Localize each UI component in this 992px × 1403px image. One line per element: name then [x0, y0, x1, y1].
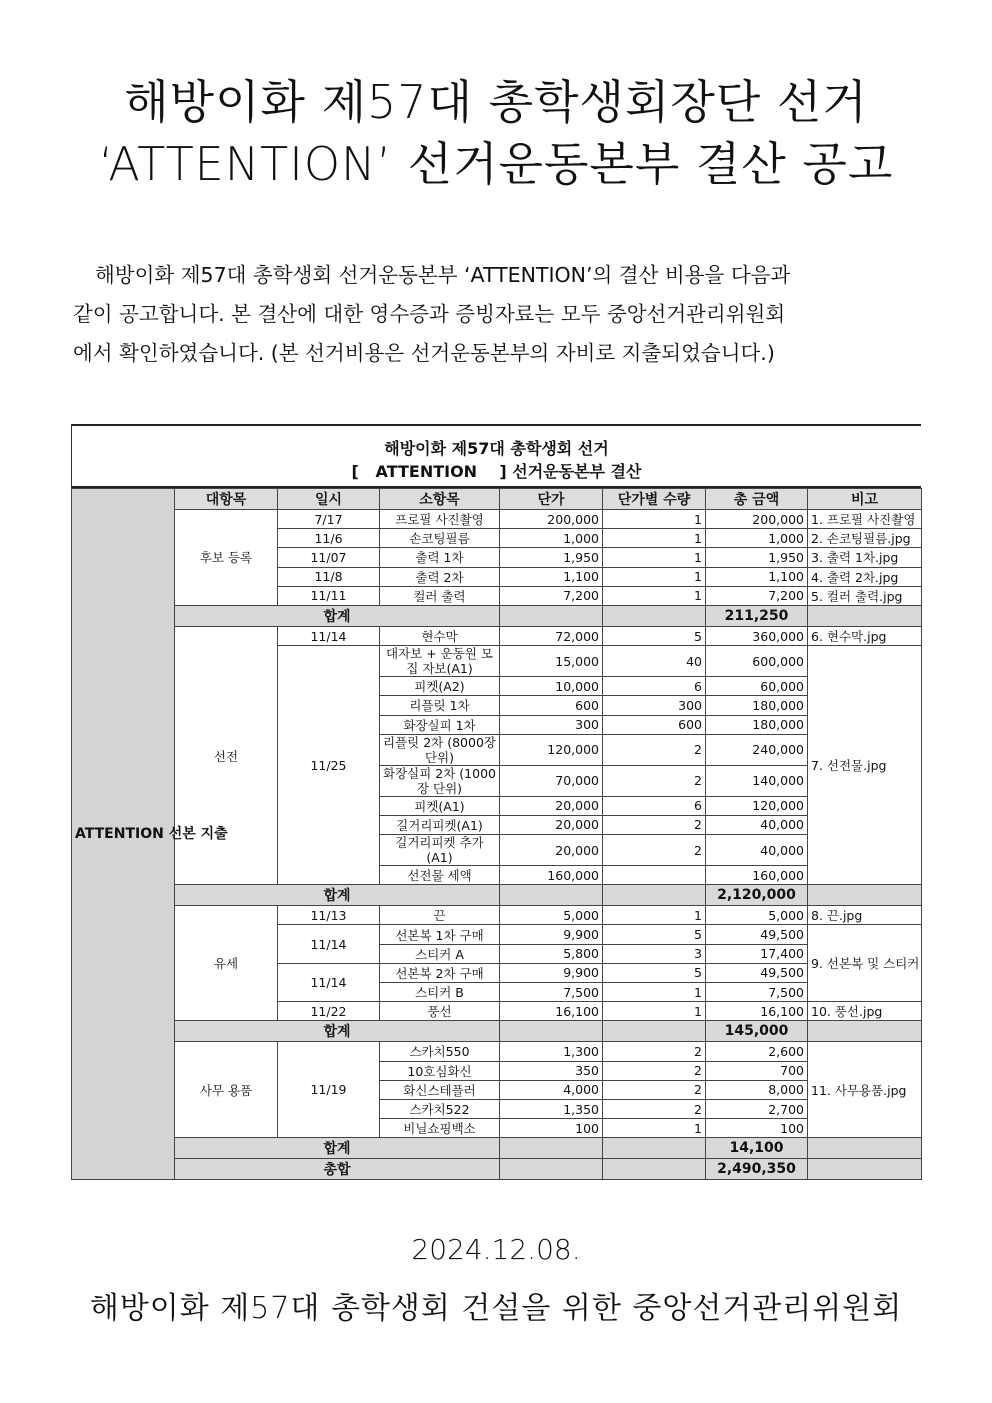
unit-price-cell: 15,000 — [500, 646, 603, 677]
item-cell: 길거리피켓(A1) — [380, 815, 500, 834]
intro-line: 에서 확인하였습니다. (본 선거비용은 선거운동본부의 자비로 지출되었습니다.) — [73, 341, 775, 365]
amount-cell: 160,000 — [706, 866, 808, 885]
unit-price-cell: 72,000 — [500, 626, 603, 645]
unit-price-cell: 70,000 — [500, 765, 603, 796]
item-cell: 선본복 2차 구매 — [380, 963, 500, 982]
date-cell: 11/25 — [278, 646, 380, 885]
unit-price-cell: 1,950 — [500, 548, 603, 567]
quantity-cell: 1 — [603, 586, 706, 605]
table-row — [72, 1042, 922, 1061]
category-cell: 선전 — [175, 626, 278, 884]
notice-date: 2024.12.08. — [411, 1233, 581, 1266]
unit-price-cell: 9,900 — [500, 925, 603, 944]
item-cell: 프로필 사진촬영 — [380, 510, 500, 529]
amount-cell: 2,700 — [706, 1099, 808, 1118]
unit-price-cell: 9,900 — [500, 963, 603, 982]
unit-price-cell: 7,200 — [500, 586, 603, 605]
quantity-cell: 1 — [603, 983, 706, 1002]
quantity-cell — [603, 866, 706, 885]
subtotal-label: 합계 — [175, 1138, 500, 1159]
quantity-cell: 1 — [603, 1002, 706, 1021]
quantity-cell: 1 — [603, 906, 706, 925]
item-cell: 길거리피켓 추가 (A1) — [380, 835, 500, 866]
date-cell: 11/14 — [278, 626, 380, 645]
intro-line: 해방이화 제57대 총학생회 선거운동본부 ‘ATTENTION’의 결산 비용을 다음과 — [95, 263, 791, 287]
amount-cell: 1,000 — [706, 529, 808, 548]
unit-price-cell: 100 — [500, 1119, 603, 1138]
quantity-cell: 5 — [603, 925, 706, 944]
quantity-cell: 2 — [603, 835, 706, 866]
column-header: 일시 — [278, 489, 380, 510]
spreadsheet-heading-line2: [ ATTENTION ] 선거운동본부 결산 — [351, 462, 642, 481]
column-header: 소항목 — [380, 489, 500, 510]
item-cell: 리플릿 2차 (8000장 단위) — [380, 734, 500, 765]
note-cell: 10. 풍선.jpg — [808, 1002, 922, 1021]
unit-price-cell: 20,000 — [500, 835, 603, 866]
amount-cell: 60,000 — [706, 677, 808, 696]
quantity-cell: 2 — [603, 734, 706, 765]
subtotal-label: 합계 — [175, 885, 500, 906]
item-cell: 선전물 세액 — [380, 866, 500, 885]
unit-price-cell: 20,000 — [500, 815, 603, 834]
amount-cell: 49,500 — [706, 925, 808, 944]
amount-cell: 17,400 — [706, 944, 808, 963]
item-cell: 출력 1차 — [380, 548, 500, 567]
column-header: 총 금액 — [706, 489, 808, 510]
unit-price-cell: 160,000 — [500, 866, 603, 885]
note-cell: 9. 선본복 및 스티커 — [808, 925, 922, 1002]
item-cell: 10호심화신 — [380, 1061, 500, 1080]
grand-total-amount: 2,490,350 — [706, 1159, 808, 1180]
category-cell: 후보 등록 — [175, 510, 278, 606]
amount-cell: 40,000 — [706, 815, 808, 834]
date-cell: 11/14 — [278, 963, 380, 1001]
date-cell: 11/11 — [278, 586, 380, 605]
date-cell: 11/22 — [278, 1002, 380, 1021]
unit-price-cell: 1,000 — [500, 529, 603, 548]
unit-price-cell: 200,000 — [500, 510, 603, 529]
spreadsheet-heading — [71, 424, 921, 488]
unit-price-cell: 5,000 — [500, 906, 603, 925]
unit-price-cell: 300 — [500, 715, 603, 734]
note-cell: 2. 손코팅필름.jpg — [808, 529, 922, 548]
amount-cell: 100 — [706, 1119, 808, 1138]
item-cell: 선본복 1차 구매 — [380, 925, 500, 944]
intro-paragraph — [73, 256, 919, 373]
quantity-cell: 2 — [603, 1099, 706, 1118]
amount-cell: 16,100 — [706, 1002, 808, 1021]
notice-title-line1: 해방이화 제57대 총학생회장단 선거 — [124, 75, 868, 129]
item-cell: 스카치550 — [380, 1042, 500, 1061]
quantity-cell: 2 — [603, 1061, 706, 1080]
note-cell: 6. 현수막.jpg — [808, 626, 922, 645]
table-row — [72, 510, 922, 529]
item-cell: 스카치522 — [380, 1099, 500, 1118]
table-row — [72, 906, 922, 925]
note-cell: 1. 프로필 사진촬영 — [808, 510, 922, 529]
quantity-cell: 2 — [603, 765, 706, 796]
quantity-cell: 3 — [603, 944, 706, 963]
amount-cell: 180,000 — [706, 696, 808, 715]
unit-price-cell: 1,300 — [500, 1042, 603, 1061]
item-cell: 화장실피 1차 — [380, 715, 500, 734]
item-cell: 스티커 A — [380, 944, 500, 963]
unit-price-cell: 7,500 — [500, 983, 603, 1002]
unit-price-cell: 5,800 — [500, 944, 603, 963]
note-cell: 4. 출력 2차.jpg — [808, 567, 922, 586]
item-cell: 피켓(A1) — [380, 796, 500, 815]
item-cell: 화신스테플러 — [380, 1080, 500, 1099]
quantity-cell: 40 — [603, 646, 706, 677]
issuing-organization: 해방이화 제57대 총학생회 건설을 위한 중앙선거관리위원회 — [89, 1291, 903, 1326]
amount-cell: 1,100 — [706, 567, 808, 586]
category-cell: 사무 용품 — [175, 1042, 278, 1138]
column-header: 대항목 — [175, 489, 278, 510]
subtotal-row — [72, 1138, 922, 1159]
amount-cell: 7,200 — [706, 586, 808, 605]
note-cell: 5. 컬러 출력.jpg — [808, 586, 922, 605]
expense-table — [71, 488, 922, 1180]
amount-cell: 180,000 — [706, 715, 808, 734]
quantity-cell: 1 — [603, 567, 706, 586]
grand-total-label: 총합 — [175, 1159, 500, 1180]
amount-cell: 8,000 — [706, 1080, 808, 1099]
spreadsheet-heading-line1: 해방이화 제57대 총학생회 선거 — [384, 439, 609, 458]
note-cell: 7. 선전물.jpg — [808, 646, 922, 885]
side-label: ATTENTION 선본 지출 — [72, 489, 175, 1180]
quantity-cell: 1 — [603, 1119, 706, 1138]
unit-price-cell: 350 — [500, 1061, 603, 1080]
column-header: 단가별 수량 — [603, 489, 706, 510]
date-cell: 11/19 — [278, 1042, 380, 1138]
amount-cell: 1,950 — [706, 548, 808, 567]
quantity-cell: 5 — [603, 626, 706, 645]
unit-price-cell: 1,100 — [500, 567, 603, 586]
unit-price-cell: 16,100 — [500, 1002, 603, 1021]
amount-cell: 240,000 — [706, 734, 808, 765]
note-cell: 8. 끈.jpg — [808, 906, 922, 925]
subtotal-label: 합계 — [175, 605, 500, 626]
item-cell: 손코팅필름 — [380, 529, 500, 548]
table-row — [72, 626, 922, 645]
amount-cell: 40,000 — [706, 835, 808, 866]
grand-total-row — [72, 1159, 922, 1180]
date-cell: 7/17 — [278, 510, 380, 529]
date-cell: 11/14 — [278, 925, 380, 963]
item-cell: 현수막 — [380, 626, 500, 645]
quantity-cell: 5 — [603, 963, 706, 982]
table-header-row — [72, 489, 922, 510]
subtotal-row — [72, 1021, 922, 1042]
note-cell: 11. 사무용품.jpg — [808, 1042, 922, 1138]
quantity-cell: 2 — [603, 815, 706, 834]
notice-title-line2: ‘ATTENTION’ 선거운동본부 결산 공고 — [98, 137, 894, 191]
amount-cell: 700 — [706, 1061, 808, 1080]
item-cell: 대자보 + 운동원 모집 자보(A1) — [380, 646, 500, 677]
intro-line: 같이 공고합니다. 본 결산에 대한 영수증과 증빙자료는 모두 중앙선거관리위원회 — [73, 302, 786, 326]
item-cell: 컬러 출력 — [380, 586, 500, 605]
subtotal-row — [72, 885, 922, 906]
amount-cell: 200,000 — [706, 510, 808, 529]
unit-price-cell: 600 — [500, 696, 603, 715]
amount-cell: 7,500 — [706, 983, 808, 1002]
date-cell: 11/07 — [278, 548, 380, 567]
unit-price-cell: 4,000 — [500, 1080, 603, 1099]
amount-cell: 360,000 — [706, 626, 808, 645]
quantity-cell: 600 — [603, 715, 706, 734]
subtotal-amount: 211,250 — [706, 605, 808, 626]
quantity-cell: 6 — [603, 677, 706, 696]
unit-price-cell: 10,000 — [500, 677, 603, 696]
quantity-cell: 300 — [603, 696, 706, 715]
quantity-cell: 1 — [603, 510, 706, 529]
amount-cell: 600,000 — [706, 646, 808, 677]
note-cell: 3. 출력 1차.jpg — [808, 548, 922, 567]
item-cell: 출력 2차 — [380, 567, 500, 586]
item-cell: 피켓(A2) — [380, 677, 500, 696]
unit-price-cell: 20,000 — [500, 796, 603, 815]
subtotal-amount: 145,000 — [706, 1021, 808, 1042]
category-cell: 유세 — [175, 906, 278, 1021]
subtotal-amount: 2,120,000 — [706, 885, 808, 906]
quantity-cell: 1 — [603, 548, 706, 567]
subtotal-amount: 14,100 — [706, 1138, 808, 1159]
column-header: 단가 — [500, 489, 603, 510]
quantity-cell: 1 — [603, 529, 706, 548]
item-cell: 끈 — [380, 906, 500, 925]
date-cell: 11/8 — [278, 567, 380, 586]
amount-cell: 140,000 — [706, 765, 808, 796]
unit-price-cell: 120,000 — [500, 734, 603, 765]
item-cell: 비닐쇼핑백소 — [380, 1119, 500, 1138]
subtotal-row — [72, 605, 922, 626]
amount-cell: 5,000 — [706, 906, 808, 925]
amount-cell: 2,600 — [706, 1042, 808, 1061]
quantity-cell: 2 — [603, 1080, 706, 1099]
date-cell: 11/13 — [278, 906, 380, 925]
column-header: 비고 — [808, 489, 922, 510]
subtotal-label: 합계 — [175, 1021, 500, 1042]
settlement-spreadsheet — [71, 424, 921, 1207]
item-cell: 화장실피 2차 (1000장 단위) — [380, 765, 500, 796]
quantity-cell: 2 — [603, 1042, 706, 1061]
date-cell: 11/6 — [278, 529, 380, 548]
item-cell: 풍선 — [380, 1002, 500, 1021]
amount-cell: 120,000 — [706, 796, 808, 815]
unit-price-cell: 1,350 — [500, 1099, 603, 1118]
item-cell: 리플릿 1차 — [380, 696, 500, 715]
amount-cell: 49,500 — [706, 963, 808, 982]
quantity-cell: 6 — [603, 796, 706, 815]
item-cell: 스티커 B — [380, 983, 500, 1002]
